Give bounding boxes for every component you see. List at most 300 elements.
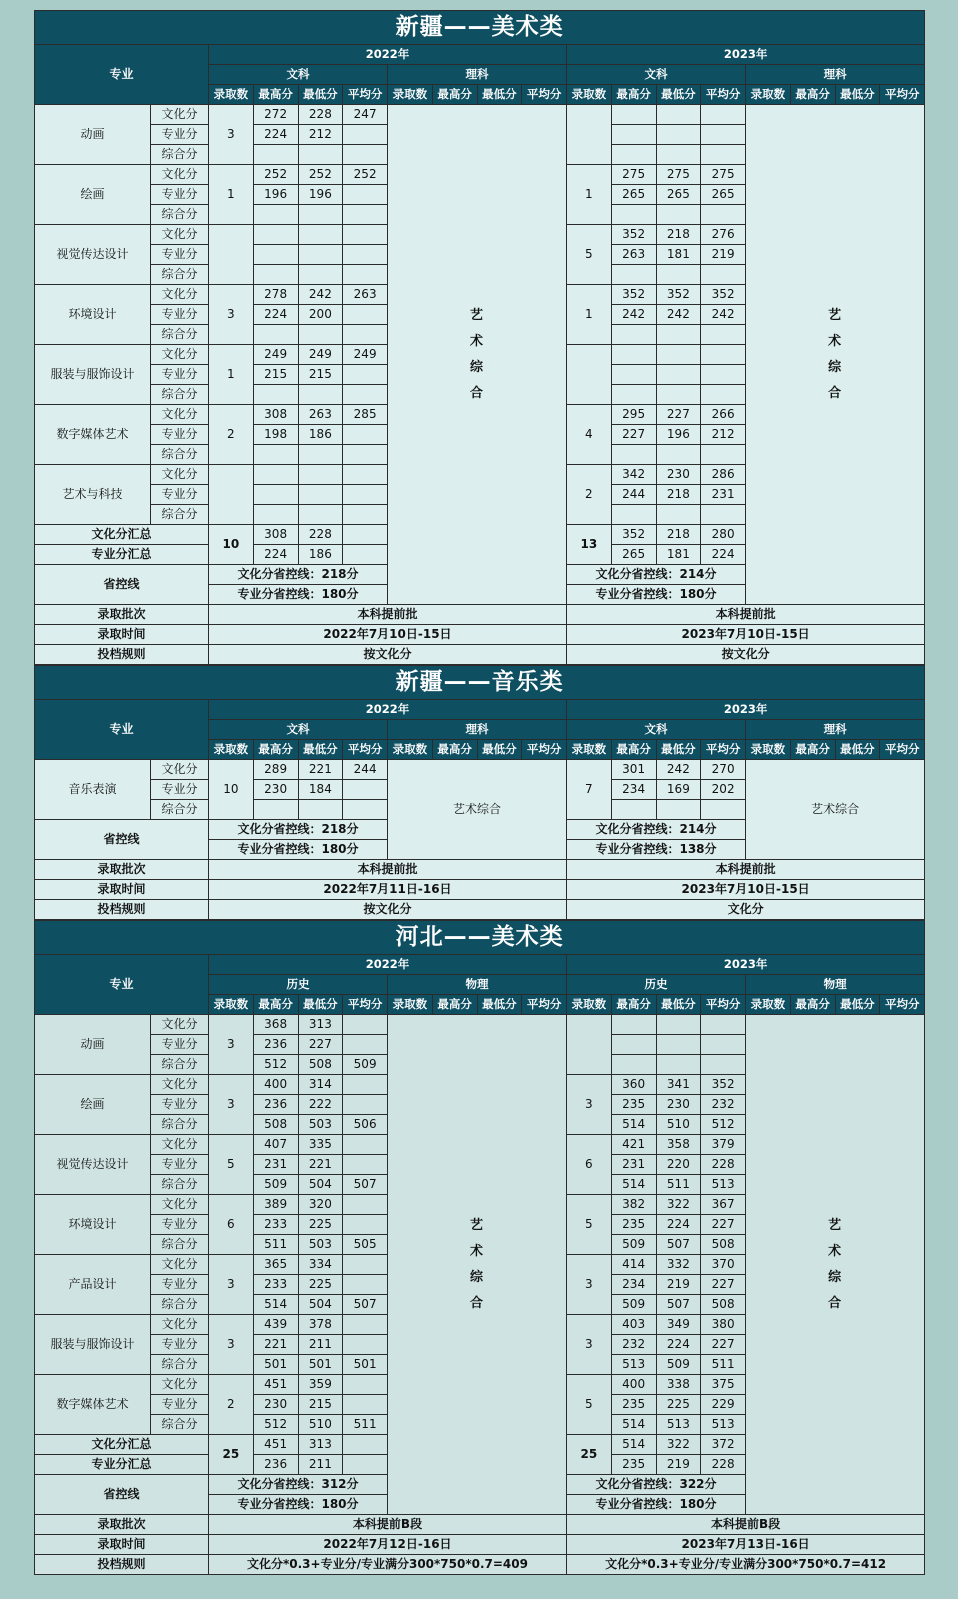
column-header: 最低分 (656, 85, 701, 105)
score-type-label: 文化分 (151, 1195, 209, 1215)
control-line-value: 文化分省控线：312分 (209, 1475, 388, 1495)
admit-count (567, 345, 612, 405)
column-header: 录取数 (567, 85, 612, 105)
score-value (611, 1035, 656, 1055)
score-value: 219 (701, 245, 746, 265)
score-value (253, 265, 298, 285)
score-value (343, 325, 388, 345)
column-header: 最低分 (298, 740, 343, 760)
art-comprehensive-text: 合 (828, 385, 843, 401)
year-header: 2022年 (209, 955, 567, 975)
admit-count: 3 (567, 1255, 612, 1315)
filing-rule-label: 投档规则 (35, 645, 209, 665)
score-type-label: 文化分 (151, 345, 209, 365)
score-value (656, 345, 701, 365)
admit-count: 3 (567, 1075, 612, 1135)
admit-count: 5 (567, 1375, 612, 1435)
score-section (34, 920, 924, 1575)
total-value: 308 (253, 525, 298, 545)
score-type-label: 专业分 (151, 485, 209, 505)
score-value: 218 (656, 225, 701, 245)
admit-count: 1 (209, 345, 254, 405)
art-comprehensive-cell (746, 1015, 925, 1515)
score-value (611, 505, 656, 525)
art-comprehensive-cell (388, 105, 567, 605)
column-header: 平均分 (880, 85, 925, 105)
score-value: 230 (253, 780, 298, 800)
admit-count: 4 (567, 405, 612, 465)
major-header: 专业 (35, 45, 209, 105)
total-value: 211 (298, 1455, 343, 1475)
score-value: 506 (343, 1115, 388, 1135)
score-value: 510 (298, 1415, 343, 1435)
score-value (298, 225, 343, 245)
score-value (611, 125, 656, 145)
column-header: 录取数 (746, 995, 791, 1015)
score-value: 514 (611, 1175, 656, 1195)
admit-count: 3 (209, 1315, 254, 1375)
score-table (34, 665, 925, 920)
score-value (298, 465, 343, 485)
score-value: 504 (298, 1295, 343, 1315)
score-value: 407 (253, 1135, 298, 1155)
score-value: 342 (611, 465, 656, 485)
score-type-label: 综合分 (151, 205, 209, 225)
column-header: 录取数 (567, 740, 612, 760)
major-name: 服装与服饰设计 (35, 1315, 151, 1375)
score-value: 513 (611, 1355, 656, 1375)
admit-count: 3 (209, 285, 254, 345)
score-value: 334 (298, 1255, 343, 1275)
score-value: 414 (611, 1255, 656, 1275)
major-name: 环境设计 (35, 285, 151, 345)
score-value: 341 (656, 1075, 701, 1095)
score-value: 233 (253, 1275, 298, 1295)
score-value: 252 (298, 165, 343, 185)
score-value: 514 (611, 1415, 656, 1435)
score-type-label: 文化分 (151, 225, 209, 245)
score-value: 221 (298, 1155, 343, 1175)
score-value: 507 (656, 1295, 701, 1315)
admit-count: 5 (209, 1135, 254, 1195)
score-value: 242 (656, 305, 701, 325)
score-value (343, 800, 388, 820)
score-value: 219 (656, 1275, 701, 1295)
score-value (656, 105, 701, 125)
art-comprehensive-text: 合 (828, 1295, 843, 1311)
admit-count: 2 (209, 405, 254, 465)
score-value (253, 225, 298, 245)
year-header: 2022年 (209, 700, 567, 720)
score-type-label: 专业分 (151, 1035, 209, 1055)
column-header: 最低分 (835, 85, 880, 105)
score-value (701, 445, 746, 465)
column-header: 平均分 (522, 85, 567, 105)
column-header: 录取数 (209, 85, 254, 105)
major-name: 视觉传达设计 (35, 225, 151, 285)
score-value (611, 365, 656, 385)
art-comprehensive-cell: 艺术综合 (746, 760, 925, 860)
score-value: 230 (656, 465, 701, 485)
art-comprehensive-text: 术 (828, 333, 843, 349)
subject-header: 理科 (388, 720, 567, 740)
score-value: 320 (298, 1195, 343, 1215)
control-line-value: 专业分省控线：180分 (209, 840, 388, 860)
score-value: 513 (701, 1415, 746, 1435)
score-value: 322 (656, 1195, 701, 1215)
score-value: 389 (253, 1195, 298, 1215)
score-value: 249 (253, 345, 298, 365)
score-type-label: 专业分 (151, 1275, 209, 1295)
score-value (253, 145, 298, 165)
score-value: 252 (343, 165, 388, 185)
column-header: 最低分 (835, 995, 880, 1015)
filing-rule-value: 按文化分 (209, 645, 567, 665)
art-comprehensive-text: 艺 (469, 307, 484, 323)
subject-header: 文科 (209, 720, 388, 740)
admit-count: 7 (567, 760, 612, 820)
column-header: 最低分 (477, 85, 522, 105)
score-value (656, 365, 701, 385)
total-count: 25 (567, 1435, 612, 1475)
score-value (701, 105, 746, 125)
score-value (611, 345, 656, 365)
score-value: 202 (701, 780, 746, 800)
score-value (343, 145, 388, 165)
score-value: 227 (701, 1215, 746, 1235)
major-name: 数字媒体艺术 (35, 405, 151, 465)
score-value (343, 1135, 388, 1155)
total-value: 219 (656, 1455, 701, 1475)
admission-time-value: 2022年7月10日-15日 (209, 625, 567, 645)
score-type-label: 综合分 (151, 385, 209, 405)
score-value: 198 (253, 425, 298, 445)
column-header: 平均分 (343, 740, 388, 760)
score-value: 222 (298, 1095, 343, 1115)
art-comprehensive-text: 术 (469, 333, 484, 349)
column-header: 最高分 (790, 995, 835, 1015)
column-header: 最高分 (611, 85, 656, 105)
total-value (343, 1435, 388, 1455)
score-value: 276 (701, 225, 746, 245)
control-line-value: 专业分省控线：180分 (209, 585, 388, 605)
score-value: 232 (701, 1095, 746, 1115)
score-value: 236 (253, 1035, 298, 1055)
subject-header: 文科 (209, 65, 388, 85)
score-value: 234 (611, 1275, 656, 1295)
total-value: 228 (298, 525, 343, 545)
score-value: 509 (343, 1055, 388, 1075)
control-line-value: 专业分省控线：180分 (567, 1495, 746, 1515)
score-type-label: 综合分 (151, 265, 209, 285)
major-name: 环境设计 (35, 1195, 151, 1255)
score-value: 511 (343, 1415, 388, 1435)
score-value: 275 (656, 165, 701, 185)
score-value: 181 (656, 245, 701, 265)
score-value: 378 (298, 1315, 343, 1335)
score-value: 263 (343, 285, 388, 305)
score-value (253, 245, 298, 265)
score-value: 511 (656, 1175, 701, 1195)
score-value (701, 265, 746, 285)
score-type-label: 综合分 (151, 145, 209, 165)
admit-count: 1 (209, 165, 254, 225)
score-value (343, 1335, 388, 1355)
column-header: 平均分 (880, 995, 925, 1015)
admission-time-value: 2023年7月10日-15日 (567, 880, 925, 900)
score-value (656, 505, 701, 525)
art-comprehensive-text: 术 (469, 1243, 484, 1259)
score-value: 221 (253, 1335, 298, 1355)
score-value: 314 (298, 1075, 343, 1095)
score-value: 249 (298, 345, 343, 365)
score-value (253, 800, 298, 820)
score-value: 509 (656, 1355, 701, 1375)
art-comprehensive-cell (746, 105, 925, 605)
score-value: 508 (253, 1115, 298, 1135)
admission-time-value: 2023年7月13日-16日 (567, 1535, 925, 1555)
column-header: 录取数 (388, 85, 433, 105)
total-value: 313 (298, 1435, 343, 1455)
score-value (701, 125, 746, 145)
score-value: 252 (253, 165, 298, 185)
year-header: 2023年 (567, 700, 925, 720)
score-value (343, 485, 388, 505)
score-value (656, 1035, 701, 1055)
control-line-value: 专业分省控线：180分 (209, 1495, 388, 1515)
admit-count: 1 (567, 165, 612, 225)
score-value (343, 1015, 388, 1035)
score-value: 227 (701, 1335, 746, 1355)
score-value: 186 (298, 425, 343, 445)
score-value: 270 (701, 760, 746, 780)
score-value: 229 (701, 1395, 746, 1415)
column-header: 录取数 (209, 995, 254, 1015)
score-value (343, 185, 388, 205)
score-value: 400 (611, 1375, 656, 1395)
score-type-label: 专业分 (151, 1155, 209, 1175)
score-value: 224 (656, 1215, 701, 1235)
score-value (343, 205, 388, 225)
column-header: 录取数 (388, 995, 433, 1015)
admission-time-label: 录取时间 (35, 1535, 209, 1555)
filing-rule-value: 文化分*0.3+专业分/专业满分300*750*0.7=409 (209, 1555, 567, 1575)
major-name: 动画 (35, 105, 151, 165)
score-value (298, 245, 343, 265)
score-value: 235 (611, 1395, 656, 1415)
score-value: 368 (253, 1015, 298, 1035)
score-value: 224 (253, 125, 298, 145)
admit-count: 6 (567, 1135, 612, 1195)
total-value (343, 545, 388, 565)
score-value (343, 445, 388, 465)
score-value (343, 1375, 388, 1395)
score-value: 512 (701, 1115, 746, 1135)
score-type-label: 综合分 (151, 1235, 209, 1255)
score-value: 225 (298, 1275, 343, 1295)
total-value: 280 (701, 525, 746, 545)
admission-batch-value: 本科提前B段 (567, 1515, 925, 1535)
score-type-label: 文化分 (151, 405, 209, 425)
total-value: 218 (656, 525, 701, 545)
column-header: 录取数 (388, 740, 433, 760)
score-value: 514 (253, 1295, 298, 1315)
column-header: 平均分 (522, 995, 567, 1015)
score-value (701, 1055, 746, 1075)
score-type-label: 专业分 (151, 305, 209, 325)
score-value: 360 (611, 1075, 656, 1095)
score-value: 242 (298, 285, 343, 305)
score-value: 235 (611, 1215, 656, 1235)
score-value: 221 (298, 760, 343, 780)
admit-count: 2 (209, 1375, 254, 1435)
admission-batch-value: 本科提前批 (567, 860, 925, 880)
score-value: 233 (253, 1215, 298, 1235)
score-value: 231 (701, 485, 746, 505)
admit-count: 5 (567, 225, 612, 285)
score-value: 196 (298, 185, 343, 205)
score-value (253, 325, 298, 345)
admit-count: 3 (209, 105, 254, 165)
admission-batch-label: 录取批次 (35, 1515, 209, 1535)
score-value: 352 (701, 285, 746, 305)
score-value: 508 (298, 1055, 343, 1075)
score-value: 232 (611, 1335, 656, 1355)
total-value (343, 525, 388, 545)
filing-rule-value: 文化分 (567, 900, 925, 920)
total-count: 13 (567, 525, 612, 565)
admission-batch-value: 本科提前批 (209, 605, 567, 625)
score-value: 509 (611, 1235, 656, 1255)
score-value: 370 (701, 1255, 746, 1275)
control-line-value: 文化分省控线：322分 (567, 1475, 746, 1495)
major-name: 绘画 (35, 165, 151, 225)
total-value: 224 (253, 545, 298, 565)
score-type-label: 文化分 (151, 105, 209, 125)
score-type-label: 综合分 (151, 325, 209, 345)
column-header: 最高分 (790, 85, 835, 105)
score-value (343, 1215, 388, 1235)
score-value (343, 125, 388, 145)
score-value: 227 (656, 405, 701, 425)
column-header: 最高分 (611, 995, 656, 1015)
control-line-label: 省控线 (35, 820, 209, 860)
column-header: 平均分 (880, 740, 925, 760)
score-table (34, 920, 925, 1575)
column-header: 最高分 (432, 995, 477, 1015)
score-value: 228 (701, 1155, 746, 1175)
score-value (701, 1015, 746, 1035)
score-type-label: 专业分 (151, 185, 209, 205)
score-type-label: 文化分 (151, 1315, 209, 1335)
score-value: 313 (298, 1015, 343, 1035)
total-value: 236 (253, 1455, 298, 1475)
score-value: 227 (701, 1275, 746, 1295)
score-value: 358 (656, 1135, 701, 1155)
score-value: 513 (701, 1175, 746, 1195)
major-header: 专业 (35, 955, 209, 1015)
score-section (34, 665, 924, 920)
score-value (343, 505, 388, 525)
column-header: 平均分 (522, 740, 567, 760)
year-header: 2023年 (567, 45, 925, 65)
score-type-label: 文化分 (151, 1135, 209, 1155)
column-header: 最高分 (253, 995, 298, 1015)
score-value (298, 325, 343, 345)
score-value: 231 (253, 1155, 298, 1175)
admit-count: 3 (567, 1315, 612, 1375)
score-table (34, 10, 925, 665)
score-value: 224 (253, 305, 298, 325)
art-comprehensive-text: 艺 (828, 307, 843, 323)
column-header: 最高分 (790, 740, 835, 760)
score-value: 508 (701, 1295, 746, 1315)
score-value: 215 (298, 365, 343, 385)
score-value: 263 (298, 405, 343, 425)
score-value (701, 325, 746, 345)
score-value: 286 (701, 465, 746, 485)
score-type-label: 文化分 (151, 1375, 209, 1395)
admission-batch-value: 本科提前B段 (209, 1515, 567, 1535)
score-value (701, 505, 746, 525)
column-header: 最低分 (477, 740, 522, 760)
score-value: 211 (298, 1335, 343, 1355)
score-value (611, 445, 656, 465)
score-value: 225 (298, 1215, 343, 1235)
column-header: 平均分 (701, 740, 746, 760)
column-header: 最高分 (253, 740, 298, 760)
score-value (343, 780, 388, 800)
major-name: 服装与服饰设计 (35, 345, 151, 405)
score-value: 365 (253, 1255, 298, 1275)
admit-count: 6 (209, 1195, 254, 1255)
score-value: 512 (253, 1415, 298, 1435)
score-value: 505 (343, 1235, 388, 1255)
score-value: 501 (298, 1355, 343, 1375)
score-value: 265 (656, 185, 701, 205)
subject-header: 文科 (567, 65, 746, 85)
score-value (298, 485, 343, 505)
score-type-label: 文化分 (151, 1075, 209, 1095)
admit-count (209, 465, 254, 525)
score-value: 359 (298, 1375, 343, 1395)
total-value (343, 1455, 388, 1475)
column-header: 最低分 (298, 995, 343, 1015)
score-value (253, 485, 298, 505)
total-count: 10 (209, 525, 254, 565)
column-header: 平均分 (343, 995, 388, 1015)
total-count: 25 (209, 1435, 254, 1475)
score-value: 421 (611, 1135, 656, 1155)
subject-header: 理科 (746, 65, 925, 85)
art-comprehensive-text: 术 (828, 1243, 843, 1259)
score-value: 285 (343, 405, 388, 425)
score-type-label: 综合分 (151, 1415, 209, 1435)
score-type-label: 综合分 (151, 1175, 209, 1195)
score-value: 400 (253, 1075, 298, 1095)
admission-time-value: 2023年7月10日-15日 (567, 625, 925, 645)
total-value: 224 (701, 545, 746, 565)
major-name: 数字媒体艺术 (35, 1375, 151, 1435)
art-comprehensive-text: 合 (469, 385, 484, 401)
admit-count: 3 (209, 1015, 254, 1075)
total-label: 专业分汇总 (35, 1455, 209, 1475)
score-value: 244 (343, 760, 388, 780)
column-header: 最高分 (432, 85, 477, 105)
score-value: 230 (253, 1395, 298, 1415)
score-value: 352 (611, 285, 656, 305)
score-type-label: 综合分 (151, 445, 209, 465)
